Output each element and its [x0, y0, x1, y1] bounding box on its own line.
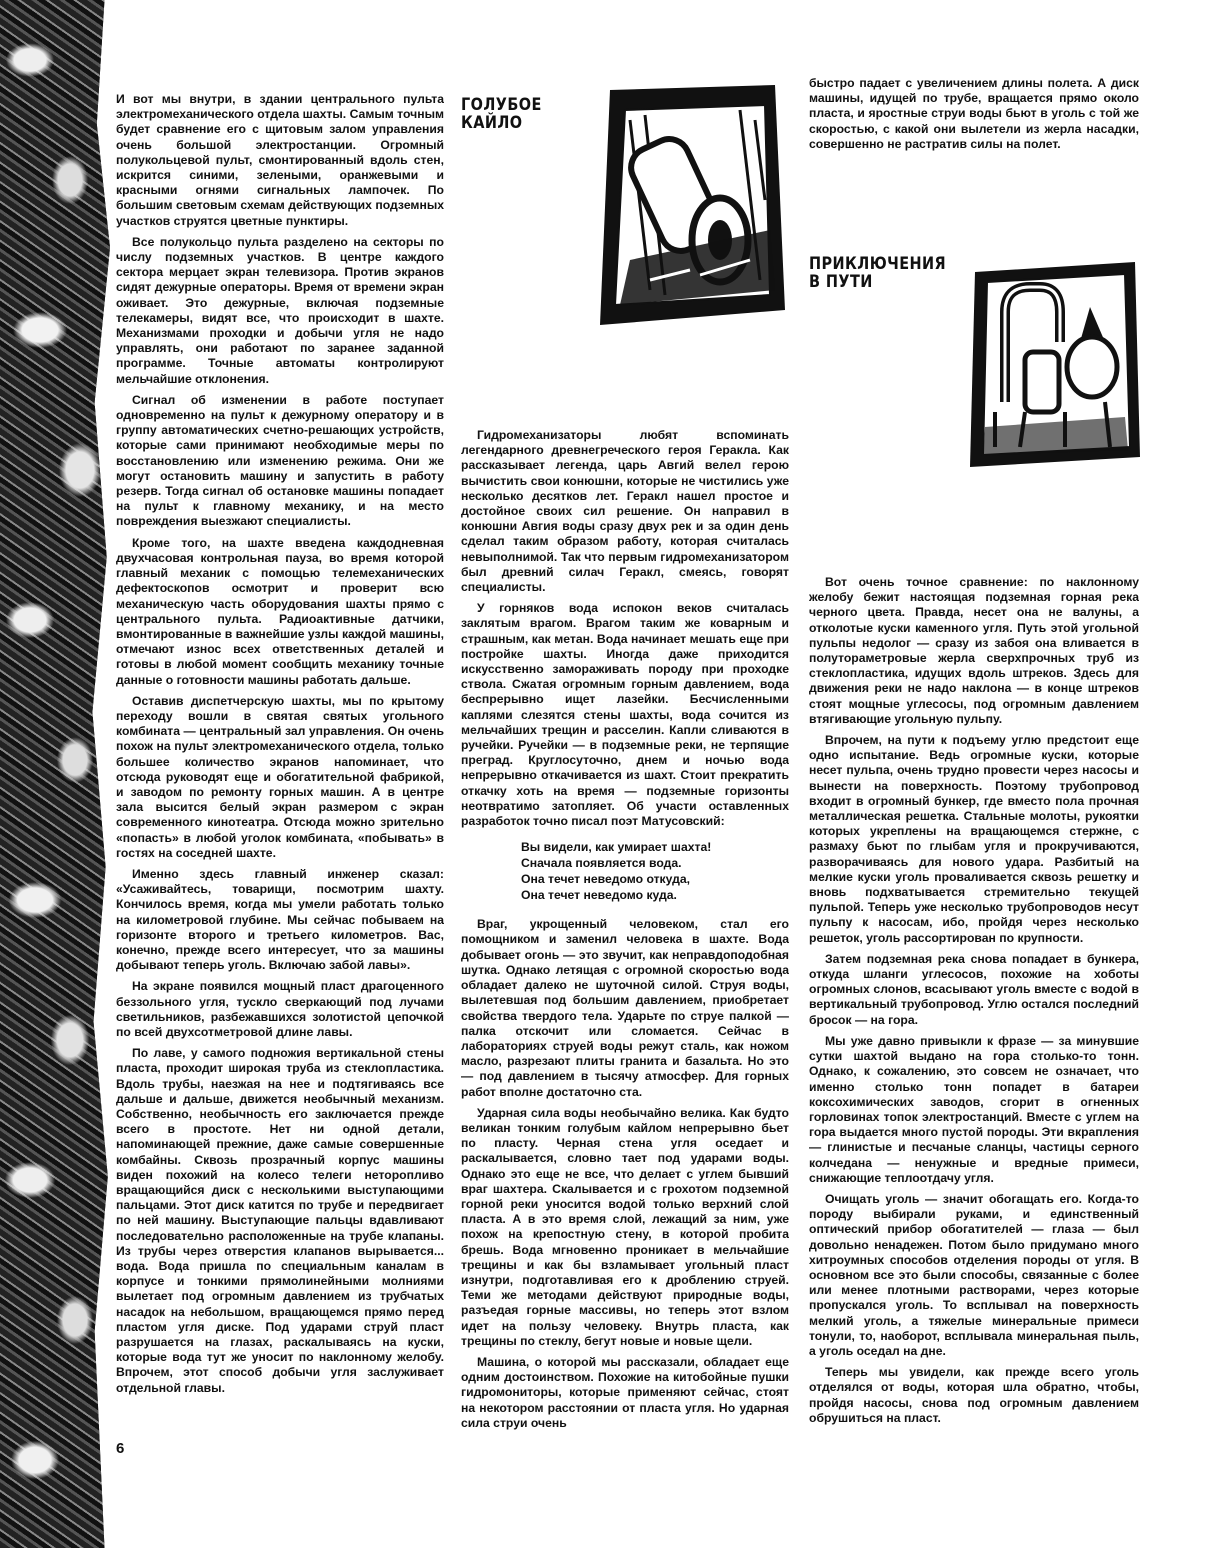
- heading-goluboe-kailo: ГОЛУБОЕ КАЙЛО: [461, 95, 542, 133]
- paragraph: У горняков вода испокон веков считалась заклятым врагом. Врагом таким же коварным и страшным, как метан. Вода начинает мешать еще при постройке шахты. Иногда даже приходится искусственно замораживать породу при проходке ствола. Сжатая огромным горным давлением, вода беспрерывно ищет лазейки. Бесчисленными каплями слезятся стены шахты, вода сочится из мельчайших трещин и расселин. Капли сливаются в ручейки. Ручейки — в подземные реки, не терпящие преград. Круглосуточно, днем и ночью вода непрерывно откачивается из шахт. Стоит прекратить откачку хоть на время — подземные горизонты неотвратимо затопляет. Об участи оставленных разработок точно писал поэт Матусовский:: [461, 601, 789, 829]
- paragraph: И вот мы внутри, в здании центрального пульта электромеханического отдела шахты. Самым точным будет сравнение его с щитовым залом управления очень большой электростанции. Огромный полукольцевой пульт, смонтированный вдоль стен, искрится синими, зелеными, оранжевыми и красными огнями сигнальных лампочек. По большим световым схемам действующих подземных участков струятся цветные пунктиры.: [116, 92, 444, 228]
- paragraph: Мы уже давно привыкли к фразе — за минувшие сутки шахтой выдано на гора столько-то тонн. Однако, к сожалению, это совсем не означает, что именно столько тонн попадет в батареи коксохимических заводов, сгорит в огненных горловинах топок электростанций. Вместе с углем на гора выдается много пустой породы. Эти вкрапления — глинистые и песчаные сланцы, частицы серного колчедана — ненужные и вредные примеси, снижающие теплоотдачу угля.: [809, 1033, 1139, 1185]
- poem-line: Сначала появляется вода.: [521, 856, 682, 871]
- poem-line: Она течет неведомо откуда,: [521, 872, 691, 887]
- mining-machine-illustration: [590, 80, 790, 330]
- page-number: 6: [116, 1440, 125, 1457]
- paragraph: Теперь мы увидели, как прежде всего уголь отделялся от воды, которая шла обратно, чтобы, пройдя насосы, снова под огромным давлением обрушиться на пласт.: [809, 1365, 1139, 1425]
- paragraph: Сигнал об изменении в работе поступает одновременно на пульт к дежурному оператору и в группу автоматических счетно-решающих устройств, которые сами принимают необходимые меры по восстановлению или изменению режима. Они же могут остановить машину и запустить в работу резерв. Тогда сигнал об остановке машины попадает на пульт к главному механику, и на место повреждения выезжают специалисты.: [116, 392, 444, 529]
- paragraph: Очищать уголь — значит обогащать его. Когда-то породу выбирали руками, и единственный оптический прибор обогатителей — глаза — был довольно ненадежен. Потом было придумано много хитроумных способов отделения породы от угля. В основном все это были способы, связанные с более или менее плотными растворами, через которые пропускался уголь. То всплывал на поверхность мелкий уголь, а тяжелые минеральные примеси тонули, то, наоборот, всплывала минеральная пыль, а уголь оседал на дне.: [809, 1191, 1139, 1358]
- column-3-bottom-text: [809, 575, 1139, 1435]
- poem-line: Она течет неведомо куда.: [521, 888, 677, 903]
- paragraph: Все полукольцо пульта разделено на секторы по числу подземных участков. В центре каждого сектора мерцает экран телевизора. Против экранов сидят дежурные операторы. Время от времени экран оживает. Это дежурные, включая подземные телекамеры, видят все, что происходит в шахте. Механизмами проходки и добычи угля не надо управлять, они работают по заранее заданной программе. Точные автоматы контролируют мельчайшие отклонения.: [116, 234, 444, 386]
- paragraph: Вот очень точное сравнение: по наклонному желобу бежит настоящая подземная горная река черного цвета. Правда, несет она не валуны, а отколотые куски каменного угля. Путь этой угольной пульпы недолог — сразу из забоя она вливается в полутораметровые жерла сверхпрочных труб из стеклопластика, идущих вдоль штреков. Здесь для движения реки не надо наклона — в конце штреков стоят мощные углесосы, под огромным давлением втягивающие угольную пульпу.: [809, 575, 1139, 726]
- column-1-text: [116, 92, 444, 1427]
- coal-rock-border: [0, 0, 110, 1548]
- paragraph: Именно здесь главный инженер сказал: «Усаживайтесь, товарищи, посмотрим шахту. Кончилось время, когда мы умели работать только на километровой глубине. Мы сейчас побываем на горизонте второго и третьего километров. Вас, конечно, прежде всего интересует, что за машины добывают теперь уголь. Включаю забой лавы».: [116, 866, 444, 973]
- paragraph: На экране появился мощный пласт драгоценного беззольного угля, тускло сверкающий под лучами светильников, разбежавшихся золотистой цепочкой по всей двухсотметровой длине лавы.: [116, 979, 444, 1039]
- paragraph: Затем подземная река снова попадает в бункера, откуда шланги углесосов, похожие на хоботы огромных слонов, всасывают уголь вместе с водой в вертикальный трубопровод. Углю остался последний бросок — на гора.: [809, 951, 1139, 1027]
- paragraph: Впрочем, на пути к подъему углю предстоит еще одно испытание. Ведь огромные куски, которые несет пульпа, очень трудно провести через насосы и вынести на поверхность. Поэтому трубопровод входит в огромный бункер, где вместо пола прочная металлическая решетка. Стальные молоты, рукоятки которых укреплены на вращающемся стержне, с размаху бьют по глыбам угля и прокручиваются, разворачиваясь для нового удара. Разбитый на мелкие куски уголь проваливается сквозь решетку и вновь подхватывается стремительно текущей пульпой. Теперь уже несколько трубопроводов несут пульпу к насосам, ибо, пройдя через несколько решеток, уголь рассортирован по крупности.: [809, 733, 1139, 945]
- heading-priklyucheniya: ПРИКЛЮЧЕНИЯ В ПУТИ: [809, 254, 947, 292]
- paragraph: быстро падает с увеличением длины полета. А диск машины, идущей по трубе, вращается прямо около пласта, и яростные струи воды бьют в уголь с той же скоростью, с какой они вылетели из жерла насадки, совершенно не растратив силы на полет.: [809, 76, 1139, 151]
- poem-line: Вы видели, как умирает шахта!: [521, 840, 712, 855]
- paragraph: Ударная сила воды необычайно велика. Как будто великан тонким голубым кайлом непрерывно бьет по пласту. Черная стена угля оседает и раскалывается, словно тает под ударами воды. Однако это еще не все, что делает с углем бывший враг шахтера. Скалывается и с грохотом подземной горной реки уносится водой только верхний слой пласта. А в это время слой, лежащий за ним, уже похож на крепостную стену, в которой пробита брешь. Вода мгновенно проникает в мельчайшие трещины и как бы взламывает угольный пласт изнутри, подготавливая его к дроблению струей. Теми же методами действуют природные воды, разъедая горные массивы, но теперь этот взлом идет на пользу человеку. Внутрь пласта, как трещины по стеклу, бегут новые и новые щели.: [461, 1105, 789, 1348]
- column-3-top-text: [809, 76, 1139, 201]
- poem-quote: [521, 839, 789, 903]
- paragraph: Машина, о которой мы рассказали, обладает еще одним достоинством. Похожие на китобойные пушки гидромониторы, которые применяют сейчас, стоят на некотором расстоянии от пласта угля. Но ударная сила струи очень: [461, 1354, 789, 1430]
- paragraph: Оставив диспетчерскую шахты, мы по крытому переходу вошли в святая святых угольного комбината — центральный зал управления. Он очень похож на пульт электромеханического отдела, только большее количество экранов напоминает, что отсюда руководят еще и обогатительной фабрикой, и заводом по ремонту горных машин. А в центре зала высится белый экран размером с экран современного кинотеатра. Отсюда можно зрительно «попасть» в любой уголок комбината, «побывать» в гостях на соседней шахте.: [116, 693, 444, 860]
- column-2-text: [461, 428, 789, 1538]
- crusher-bunker-illustration: [965, 252, 1145, 472]
- paragraph: Кроме того, на шахте введена каждодневная двухчасовая контрольная пауза, во время которой главный механик с помощью телемеханических дефектоскопов осмотрит и проверит всю механическую часть оборудования шахты прямо с центрального пульта. Радиоактивные датчики, вмонтированные в важнейшие узлы каждой машины, отмечают износ всех ответственных деталей и готовы в любой момент сообщить механику точные данные о готовности машины работать дальше.: [116, 535, 444, 687]
- paragraph: По лаве, у самого подножия вертикальной стены пласта, проходит широкая труба из стеклопластика. Вдоль трубы, наезжая на нее и подтягиваясь все дальше и дальше, движется необычный механизм. Собственно, необычность его заключается прежде всего в простоте. Нет ни одной детали, напоминающей прежние, даже самые совершенные комбайны. Сквозь прозрачный корпус машины виден похожий на колесо телеги неторопливо вращающийся диск с несколькими выступающими пальцами. Этот диск катится по трубе и передвигает по ней машину. Выступающие пальцы вдавливают последовательно расположенные на трубе клапаны. Из трубы через отверстия клапанов вырывается... вода. Вода пришла по специальным каналам в корпусе и тонкими прямолинейными молниями вылетает под огромным давлением из трубчатых насадок на небольшом, вращающемся прямо перед пластом угля диске. Под ударами струй пласт разрушается на глазах, раскалываясь на куски, которые вода тут же уносит по наклонному желобу. Впрочем, этот способ добычи угля заслуживает отдельной главы.: [116, 1046, 444, 1395]
- paragraph: Гидромеханизаторы любят вспоминать легендарного древнегреческого героя Геракла. Как рассказывает легенда, царь Авгий велел герою вычистить свои конюшни, которые не чистились уже несколько десятков лет. Геракл нашел простое и достойное своих сил решение. Он направил в конюшни Авгия воды сразу двух рек и за один день сделал таким образом работу, которая считалась невыполнимой. Так что первым гидромеханизатором был древний силач Геракл, смеясь, говорят специалисты.: [461, 428, 789, 595]
- paragraph: Враг, укрощенный человеком, стал его помощником и заменил человека в шахте. Вода добывает огонь — это звучит, как неправдоподобная шутка. Однако летящая с огромной скоростью вода обладает далеко не шуточной силой. Струя воды, вылетевшая под большим давлением, приобретает свойства твердого тела. Ударьте по струе палкой — палка отскочит или сломается. Сейчас в лабораториях струей воды режут сталь, как ножом масло, разрезают плиты гранита и базальта. Но это — под давлением в тысячу атмосфер. Для горных работ вполне достаточно ста.: [461, 917, 789, 1099]
